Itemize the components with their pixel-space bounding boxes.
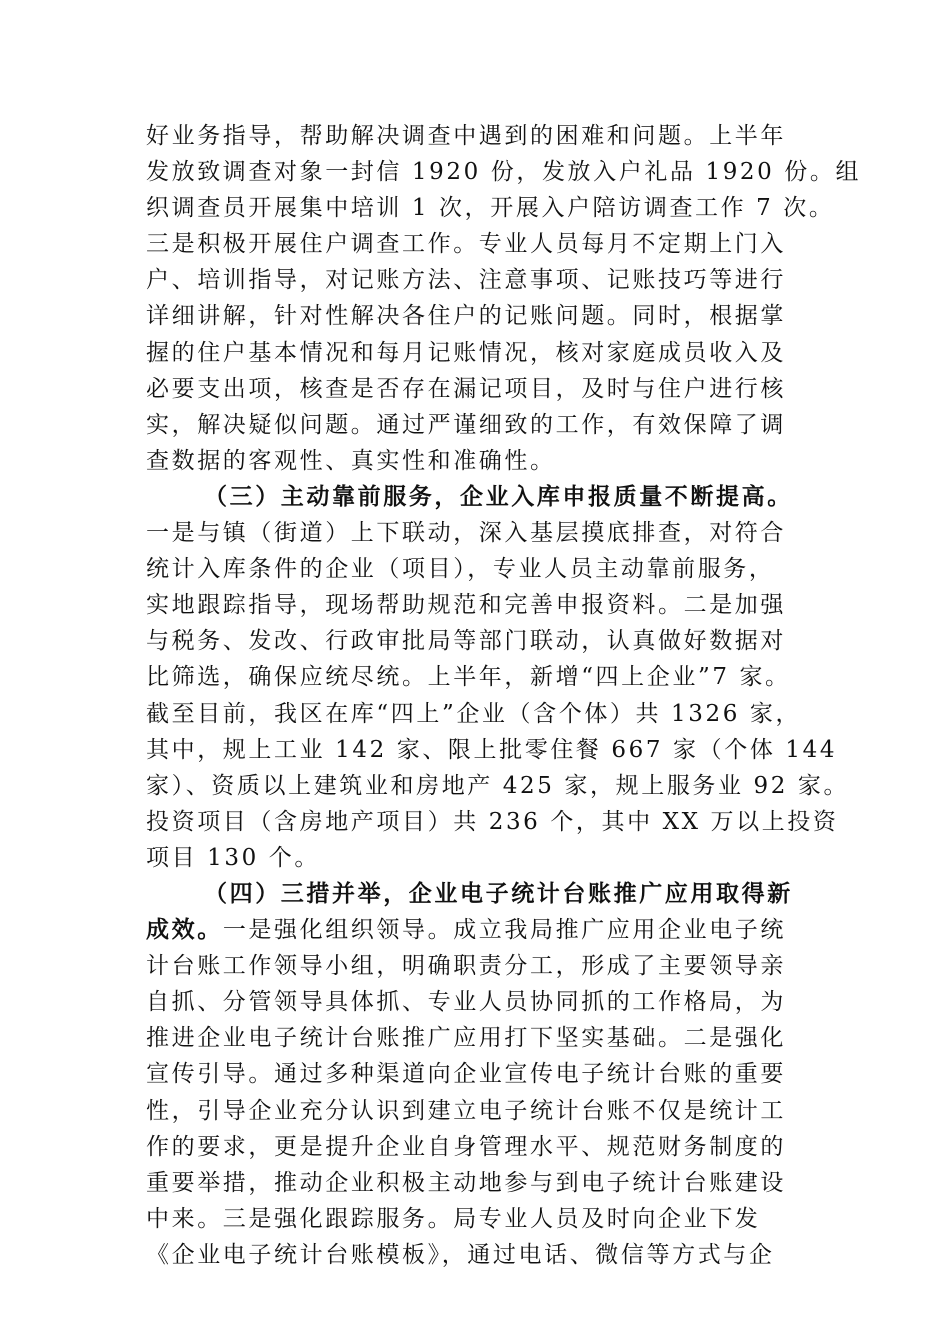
text-line: 家）、资质以上建筑业和房地产 425 家，规上服务业 92 家。 [146,772,850,799]
text-line: 项目 130 个。 [146,844,320,871]
text-line: 织调查员开展集中培训 1 次，开展入户陪访调查工作 7 次。 [146,195,835,222]
text-line: 计台账工作领导小组，明确职责分工，形成了主要领导亲 [146,953,786,980]
text-line: 实地跟踪指导，现场帮助规范和完善申报资料。二是加强 [146,592,786,619]
text-line-mixed [146,912,836,948]
text-line: 查数据的客观性、真实性和准确性。 [146,447,556,474]
section-heading-4: （四）三措并举，企业电子统计台账推广应用取得新 [204,879,793,907]
text-line: 统计入库条件的企业（项目），专业人员主动靠前服务， [146,556,775,583]
text-line: 推进企业电子统计台账推广应用打下坚实基础。二是强化 [146,1025,786,1052]
text-line: 必要支出项，核查是否存在漏记项目，及时与住户进行核 [146,375,786,402]
text-line: 自抓、分管领导具体抓、专业人员协同抓的工作格局，为 [146,989,786,1016]
text-line: 性，引导企业充分认识到建立电子统计台账不仅是统计工 [146,1097,786,1124]
text-run: 一是强化组织领导。成立我局推广应用企业电子统 [222,917,787,944]
text-line: 中来。三是强化跟踪服务。局专业人员及时向企业下发 [146,1205,761,1232]
text-line: 作的要求，更是提升企业自身管理水平、规范财务制度的 [146,1133,786,1160]
document-body [146,118,862,1273]
text-line: 好业务指导，帮助解决调查中遇到的困难和问题。上半年 [146,123,786,149]
text-line: 握的住户基本情况和每月记账情况，核对家庭成员收入及 [146,339,786,366]
text-line: 发放致调查对象一封信 1920 份，发放入户礼品 1920 份。组 [146,159,862,186]
text-line: 详细讲解，针对性解决各住户的记账问题。同时，根据掌 [146,303,786,330]
text-line: 截至目前，我区在库“四上”企业（含个体）共 1326 家， [146,700,802,727]
text-line: 户、培训指导，对记账方法、注意事项、记账技巧等进行 [146,267,786,294]
text-line: 与税务、发改、行政审批局等部门联动，认真做好数据对 [146,628,786,655]
text-line: 重要举措，推动企业积极主动地参与到电子统计台账建设 [146,1169,786,1196]
text-line: 比筛选，确保应统尽统。上半年，新增“四上企业”7 家。 [146,664,791,691]
text-line: 三是积极开展住户调查工作。专业人员每月不定期上门入 [146,231,786,258]
section-heading-4-continuation: 成效。 [146,916,223,944]
text-line: 宣传引导。通过多种渠道向企业宣传电子统计台账的重要 [146,1061,786,1088]
text-line: 投资项目（含房地产项目）共 236 个，其中 XX 万以上投资 [146,808,839,835]
text-line: 其中，规上工业 142 家、限上批零住餐 667 家（个体 144 [146,736,838,763]
text-line: 实，解决疑似问题。通过严谨细致的工作，有效保障了调 [146,411,786,438]
text-line: 一是与镇（街道）上下联动，深入基层摸底排查，对符合 [146,520,786,547]
section-heading-3: （三）主动靠前服务，企业入库申报质量不断提高。 [204,482,793,510]
text-line: 《企业电子统计台账模板》，通过电话、微信等方式与企 [146,1241,775,1268]
